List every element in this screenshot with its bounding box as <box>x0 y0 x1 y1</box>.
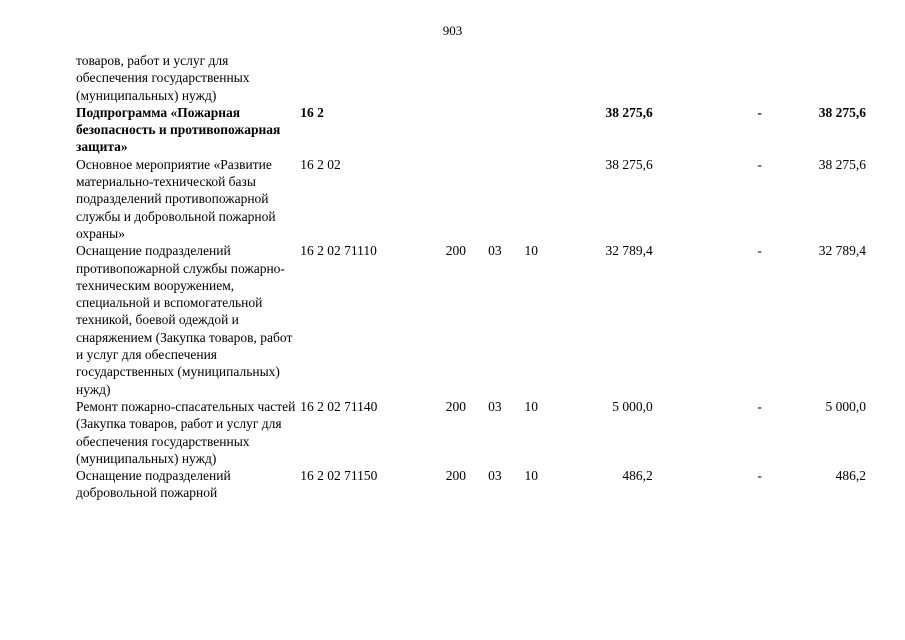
row-amount-2: - <box>757 398 762 414</box>
row-name: Подпрограмма «Пожарная безопасность и противопожарная защита» <box>76 104 281 155</box>
row-target-article-code: 16 2 02 71140 <box>300 398 378 414</box>
row-target-article-code: 16 2 <box>300 104 324 120</box>
row-amount-3: 32 789,4 <box>818 243 866 259</box>
row-subsection: 10 <box>524 468 539 484</box>
row-subsection <box>525 52 565 104</box>
row-subsection: 10 <box>524 243 539 259</box>
row-target-article-code: 16 2 02 71110 <box>300 243 377 259</box>
row-expense-type <box>446 104 488 156</box>
row-name: товаров, работ и услуг для обеспечения государственных (муниципальных) нужд) <box>76 53 250 103</box>
row-amount-1: 5 000,0 <box>612 398 653 414</box>
row-name: Основное мероприятие «Развитие материально-технической базы подразделений противопожарной службы и добровольной пожарной охраны» <box>76 156 276 241</box>
row-amount-2: - <box>757 104 762 120</box>
row-amount-1 <box>565 52 653 104</box>
row-amount-3: 486,2 <box>835 468 866 484</box>
row-amount-2 <box>653 52 762 104</box>
row-expense-type <box>446 156 488 242</box>
row-amount-3: 5 000,0 <box>825 398 866 414</box>
row-amount-1: 38 275,6 <box>605 104 653 120</box>
page-number: 903 <box>442 23 463 38</box>
row-amount-1: 38 275,6 <box>605 156 653 172</box>
row-amount-3 <box>762 52 866 104</box>
row-amount-3: 38 275,6 <box>818 156 866 172</box>
row-subsection: 10 <box>524 398 539 414</box>
row-section: 03 <box>488 468 502 484</box>
row-subsection <box>525 104 565 156</box>
row-name: Оснащение подразделений добровольной пожарной <box>76 468 231 501</box>
row-name: Оснащение подразделений противопожарной службы пожарно-техническим вооружением, специальной и вспомогательной техникой, боевой одеждой и снаряжением (Закупка товаров, работ и услуг для обеспечения государственных (муниципальных) нужд) <box>76 243 293 397</box>
table-row <box>76 398 866 467</box>
row-subsection <box>525 156 565 242</box>
table-row <box>76 52 866 104</box>
row-section: 03 <box>488 398 502 414</box>
row-target-article-code: 16 2 02 71150 <box>300 468 378 484</box>
row-amount-2: - <box>757 156 762 172</box>
row-section: 03 <box>488 243 502 259</box>
row-amount-1: 32 789,4 <box>605 243 653 259</box>
row-name: Ремонт пожарно-спасательных частей (Закупка товаров, работ и услуг для обеспечения государственных (муниципальных) нужд) <box>76 398 296 466</box>
row-amount-2: - <box>757 243 762 259</box>
row-amount-2: - <box>757 468 762 484</box>
row-target-article-code <box>300 52 445 104</box>
table-row <box>76 242 866 398</box>
row-amount-1: 486,2 <box>622 468 653 484</box>
row-section <box>488 104 524 156</box>
table-row <box>76 104 866 156</box>
table-row <box>76 467 866 502</box>
budget-table <box>76 52 866 502</box>
table-row <box>76 156 866 242</box>
row-target-article-code: 16 2 02 <box>300 156 341 172</box>
row-section <box>488 156 524 242</box>
row-expense-type: 200 <box>445 398 466 414</box>
row-expense-type <box>446 52 488 104</box>
row-amount-3: 38 275,6 <box>818 104 866 120</box>
row-section <box>488 52 524 104</box>
row-expense-type: 200 <box>445 468 466 484</box>
row-expense-type: 200 <box>445 243 466 259</box>
